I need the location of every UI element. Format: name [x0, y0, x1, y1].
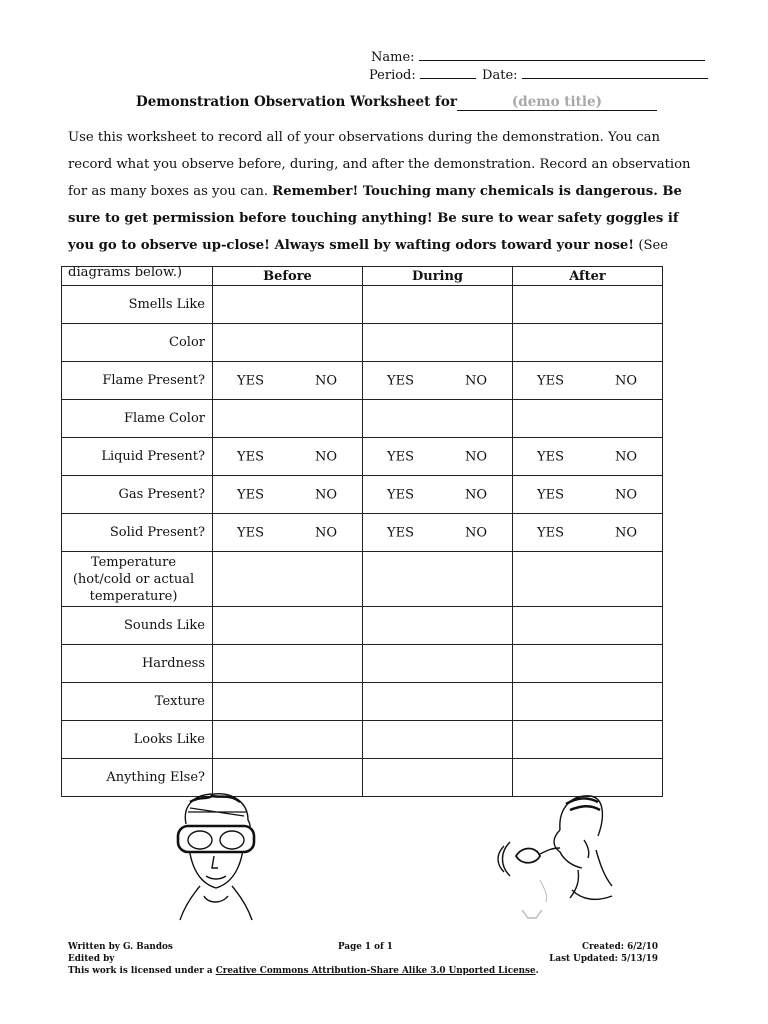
- observation-cell-during[interactable]: [363, 721, 513, 759]
- observation-table: [61, 266, 663, 797]
- observation-cell-during[interactable]: [363, 552, 513, 607]
- title-text: Demonstration Observation Worksheet for: [136, 94, 457, 110]
- table-row: [62, 607, 663, 645]
- footer-written-by: Written by G. Bandos: [68, 942, 173, 952]
- footer-license: This work is licensed under a Creative Commons Attribution-Share Alike 3.0 Unported License.: [68, 966, 539, 976]
- no-option[interactable]: NO: [315, 373, 338, 388]
- period-field[interactable]: [420, 66, 476, 79]
- observation-cell-before[interactable]: [213, 552, 363, 607]
- observation-cell-after[interactable]: [513, 400, 663, 438]
- yes-option[interactable]: YES: [537, 487, 564, 502]
- row-label: Hardness: [62, 645, 213, 683]
- observation-cell-during[interactable]: [363, 400, 513, 438]
- footer-created: Created: 6/2/10: [582, 942, 658, 952]
- observation-cell-after[interactable]: [513, 683, 663, 721]
- worksheet-title: [136, 94, 657, 111]
- observation-cell-during[interactable]: [363, 286, 513, 324]
- observation-cell-after[interactable]: [513, 286, 663, 324]
- column-header-during: During: [363, 267, 513, 286]
- license-prefix: This work is licensed under a: [68, 966, 213, 976]
- row-label: Liquid Present?: [62, 438, 213, 476]
- instructions-note: (See diagrams below.): [68, 238, 669, 280]
- footer-page-number: Page 1 of 1: [338, 942, 393, 952]
- no-option[interactable]: NO: [315, 525, 338, 540]
- observation-cell-after[interactable]: [513, 362, 663, 400]
- name-line: [371, 48, 705, 65]
- no-option[interactable]: NO: [465, 487, 488, 502]
- no-option[interactable]: NO: [315, 449, 338, 464]
- observation-cell-before[interactable]: [213, 721, 363, 759]
- observation-cell-during[interactable]: [363, 514, 513, 552]
- table-row: [62, 324, 663, 362]
- row-label: Texture: [62, 683, 213, 721]
- no-option[interactable]: NO: [615, 525, 638, 540]
- observation-cell-during[interactable]: [363, 645, 513, 683]
- table-row: [62, 514, 663, 552]
- observation-cell-during[interactable]: [363, 362, 513, 400]
- yes-option[interactable]: YES: [237, 449, 264, 464]
- observation-cell-after[interactable]: [513, 645, 663, 683]
- observation-cell-before[interactable]: [213, 514, 363, 552]
- row-label: Anything Else?: [62, 759, 213, 797]
- yes-option[interactable]: YES: [537, 525, 564, 540]
- instructions-warning: Remember! Touching many chemicals is dangerous. Be sure to get permission before touching anything! Be sure to wear safety goggles if you go to observe up-close! Always smell by wafting odors toward your nose!: [68, 184, 682, 253]
- footer-edited-by: Edited by: [68, 954, 115, 964]
- period-date-line: [369, 66, 708, 83]
- no-option[interactable]: NO: [615, 449, 638, 464]
- table-row: [62, 400, 663, 438]
- observation-cell-during[interactable]: [363, 438, 513, 476]
- table-row: [62, 286, 663, 324]
- yes-option[interactable]: YES: [387, 373, 414, 388]
- goggles-figure-illustration: [178, 794, 254, 920]
- name-field[interactable]: [419, 48, 705, 61]
- yes-option[interactable]: YES: [237, 373, 264, 388]
- yes-option[interactable]: YES: [387, 487, 414, 502]
- date-field[interactable]: [522, 66, 708, 79]
- row-label: Color: [62, 324, 213, 362]
- observation-cell-after[interactable]: [513, 324, 663, 362]
- table-header-row: [62, 267, 663, 286]
- observation-cell-after[interactable]: [513, 607, 663, 645]
- yes-option[interactable]: YES: [237, 525, 264, 540]
- observation-cell-after[interactable]: [513, 476, 663, 514]
- observation-cell-after[interactable]: [513, 552, 663, 607]
- observation-cell-during[interactable]: [363, 324, 513, 362]
- observation-cell-before[interactable]: [213, 476, 363, 514]
- observation-cell-before[interactable]: [213, 324, 363, 362]
- no-option[interactable]: NO: [315, 487, 338, 502]
- observation-cell-during[interactable]: [363, 607, 513, 645]
- license-link[interactable]: Creative Commons Attribution-Share Alike 3.0 Unported License: [215, 966, 536, 976]
- table-row: [62, 476, 663, 514]
- yes-option[interactable]: YES: [237, 487, 264, 502]
- row-label: Solid Present?: [62, 514, 213, 552]
- observation-cell-after[interactable]: [513, 438, 663, 476]
- diagrams: [0, 790, 768, 930]
- row-label: Looks Like: [62, 721, 213, 759]
- row-label: Gas Present?: [62, 476, 213, 514]
- observation-cell-before[interactable]: [213, 683, 363, 721]
- yes-option[interactable]: YES: [537, 373, 564, 388]
- row-label: Smells Like: [62, 286, 213, 324]
- period-label: Period:: [369, 68, 416, 83]
- observation-cell-before[interactable]: [213, 362, 363, 400]
- row-label: Temperature (hot/cold or actual temperature): [62, 552, 213, 607]
- observation-cell-after[interactable]: [513, 514, 663, 552]
- observation-cell-before[interactable]: [213, 607, 363, 645]
- name-label: Name:: [371, 50, 415, 65]
- table-row: [62, 645, 663, 683]
- observation-cell-during[interactable]: [363, 683, 513, 721]
- table-row: [62, 552, 663, 607]
- column-header-after: After: [513, 267, 663, 286]
- demo-title-field[interactable]: (demo title): [457, 94, 657, 111]
- row-label: Flame Color: [62, 400, 213, 438]
- observation-cell-before[interactable]: [213, 645, 363, 683]
- no-option[interactable]: NO: [615, 487, 638, 502]
- row-label: Sounds Like: [62, 607, 213, 645]
- date-label: Date:: [482, 68, 518, 83]
- observation-cell-before[interactable]: [213, 400, 363, 438]
- table-row: [62, 362, 663, 400]
- no-option[interactable]: NO: [615, 373, 638, 388]
- no-option[interactable]: NO: [465, 449, 488, 464]
- observation-cell-after[interactable]: [513, 721, 663, 759]
- column-header-before: Before: [213, 267, 363, 286]
- table-row: [62, 683, 663, 721]
- observation-cell-during[interactable]: [363, 476, 513, 514]
- no-option[interactable]: NO: [465, 525, 488, 540]
- instructions: [68, 124, 708, 286]
- instructions-plain: Use this worksheet to record all of your observations during the demonstration. You can record what you observe before, during, and after the demonstration. Record an observation for as many boxes as you can.: [68, 130, 691, 199]
- row-label: Flame Present?: [62, 362, 213, 400]
- table-row: [62, 438, 663, 476]
- table-row: [62, 721, 663, 759]
- corner-cell: [62, 267, 213, 286]
- yes-option[interactable]: YES: [387, 525, 414, 540]
- no-option[interactable]: NO: [465, 373, 488, 388]
- table-body: [62, 286, 663, 797]
- wafting-figure-illustration: [498, 796, 612, 918]
- footer-updated: Last Updated: 5/13/19: [549, 954, 658, 964]
- yes-option[interactable]: YES: [387, 449, 414, 464]
- observation-cell-before[interactable]: [213, 438, 363, 476]
- yes-option[interactable]: YES: [537, 449, 564, 464]
- observation-cell-before[interactable]: [213, 286, 363, 324]
